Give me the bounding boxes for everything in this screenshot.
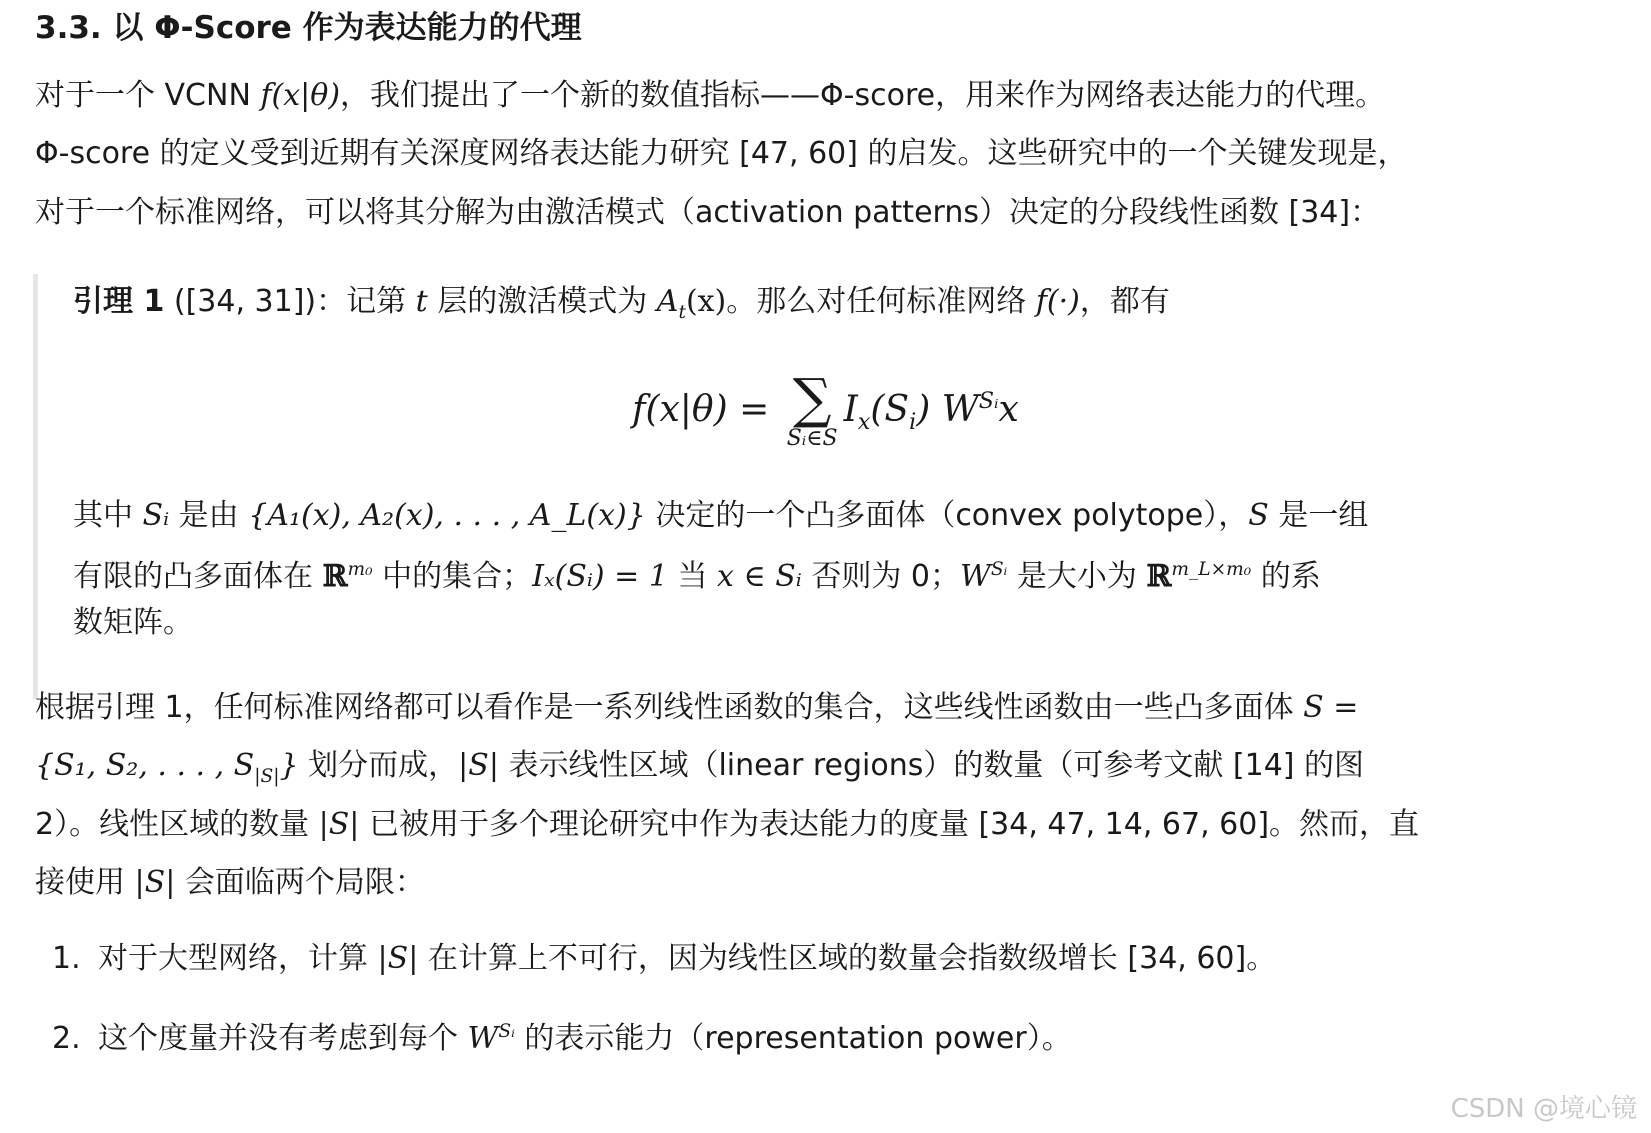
text: 表示线性区域（linear regions）的数量（可参考文献 [14] 的图	[498, 748, 1365, 783]
math-abs-S: |S|	[458, 748, 499, 783]
eq-lhs: f(x|θ) =	[632, 389, 781, 430]
math-S-eq: S =	[1303, 690, 1359, 725]
text: 层的激活模式为	[427, 284, 657, 319]
eq-S: (S	[870, 389, 910, 430]
text: 对于一个 VCNN	[35, 78, 261, 113]
list-item	[52, 937, 1276, 981]
text: 有限的凸多面体在	[73, 559, 323, 594]
lemma-where-line-2	[73, 548, 1321, 599]
blockquote-bar	[33, 274, 38, 699]
text: 否则为 0；	[801, 559, 960, 594]
eq-I-sub: x	[857, 409, 871, 436]
text: 的表示能力（representation power）。	[514, 1021, 1072, 1056]
text: 在计算上不可行，因为线性区域的数量会指数级增长 [34, 60]。	[418, 941, 1277, 976]
intro-line-1	[35, 74, 1385, 118]
intro-line-3: 对于一个标准网络，可以将其分解为由激活模式（activation patterns）决定的分段线性函数 [34]：	[35, 195, 1381, 230]
text: 这个度量并没有考虑到每个	[98, 1021, 468, 1056]
sum-operator	[786, 367, 838, 452]
sum-subscript: Sᵢ∈S	[786, 426, 838, 451]
math-condition: x ∈ Sᵢ	[717, 559, 802, 594]
text: 的系	[1251, 559, 1321, 594]
text: 当	[667, 559, 717, 594]
lemma-where-line-1	[73, 494, 1368, 538]
text: 已被用于多个理论研究中作为表达能力的度量 [34, 47, 14, 67, 60]。然而，直	[359, 807, 1420, 842]
math-sup: m_L×m₀	[1171, 559, 1252, 580]
text: 是大小为	[1007, 559, 1147, 594]
math-sup: Sᵢ	[990, 559, 1008, 580]
math-abs-S: |S|	[377, 941, 419, 976]
math-arg: (x)	[685, 284, 727, 319]
math-t: t	[415, 284, 428, 319]
text: 是由	[169, 498, 249, 533]
math-A: A	[656, 284, 679, 319]
text: 接使用	[35, 865, 135, 900]
text: 对于大型网络，计算	[98, 941, 378, 976]
section-heading: 3.3. 以 Φ-Score 作为表达能力的代理	[35, 10, 582, 46]
text: 根据引理 1，任何标准网络都可以看作是一系列线性函数的集合，这些线性函数由一些凸多面体	[35, 690, 1304, 725]
sum-symbol: ∑	[792, 367, 832, 430]
watermark: CSDN @境心镜	[1450, 1094, 1637, 1124]
text: 其中	[73, 498, 143, 533]
text: 是一组	[1268, 498, 1369, 533]
math-abs-S: |S|	[134, 865, 176, 900]
para2-line-2	[35, 744, 1364, 799]
text: 。那么对任何标准网络	[726, 284, 1036, 319]
math-reals: ℝ	[1146, 559, 1172, 594]
math-Si: Sᵢ	[142, 498, 170, 533]
eq-x: x	[998, 389, 1019, 430]
math-sup: Sᵢ	[498, 1021, 515, 1042]
math-abs-S: |S|	[318, 807, 360, 842]
math-S-set: {S₁, S₂, . . . , S	[35, 748, 255, 783]
text: ，都有	[1079, 284, 1170, 319]
math-S: S	[1248, 498, 1269, 533]
eq-close: )	[916, 389, 931, 430]
para2-line-3	[35, 803, 1419, 847]
text: 会面临两个局限：	[175, 865, 425, 900]
math-activation	[656, 284, 727, 323]
lemma-label: 引理 1	[73, 284, 165, 319]
text: 中的集合；	[372, 559, 533, 594]
math-W: W	[959, 559, 991, 594]
math-activation-set: {A₁(x), A₂(x), . . . , A_L(x)}	[248, 498, 646, 533]
text: 划分而成，	[298, 748, 459, 783]
text: 2）。线性区域的数量	[35, 807, 319, 842]
para2-line-4	[35, 861, 425, 905]
math-close: }	[279, 748, 299, 783]
para2-line-1	[35, 686, 1358, 730]
list-item	[52, 1010, 1072, 1061]
eq-S-sub: i	[909, 409, 917, 436]
math-sub: |S|	[254, 766, 280, 787]
text: 决定的一个凸多面体（convex polytope），	[645, 498, 1249, 533]
math-f-x-theta: f(x|θ)	[260, 78, 341, 113]
math-sub: t	[678, 302, 686, 323]
math-f-dot: f(·)	[1035, 284, 1080, 319]
lemma-statement	[73, 280, 1170, 335]
list-number: 1.	[52, 941, 81, 976]
text: ([34, 31])：记第	[164, 284, 416, 319]
lemma-where-line-3: 数矩阵。	[73, 605, 193, 640]
lemma-equation	[0, 367, 1651, 452]
eq-W: W	[941, 389, 979, 430]
math-indicator: Iₓ(Sᵢ) = 1	[532, 559, 668, 594]
eq-W-sup: Sᵢ	[978, 388, 999, 414]
equation-body	[632, 367, 1019, 452]
math-sup: m₀	[347, 559, 373, 580]
text: ，我们提出了一个新的数值指标——Φ-score，用来作为网络表达能力的代理。	[340, 78, 1386, 113]
math-reals: ℝ	[322, 559, 348, 594]
list-number: 2.	[52, 1021, 81, 1056]
math-W: W	[467, 1021, 499, 1056]
intro-line-2: Φ-score 的定义受到近期有关深度网络表达能力研究 [47, 60] 的启发。这些研究中的一个关键发现是，	[35, 136, 1408, 171]
eq-I: I	[843, 389, 858, 430]
